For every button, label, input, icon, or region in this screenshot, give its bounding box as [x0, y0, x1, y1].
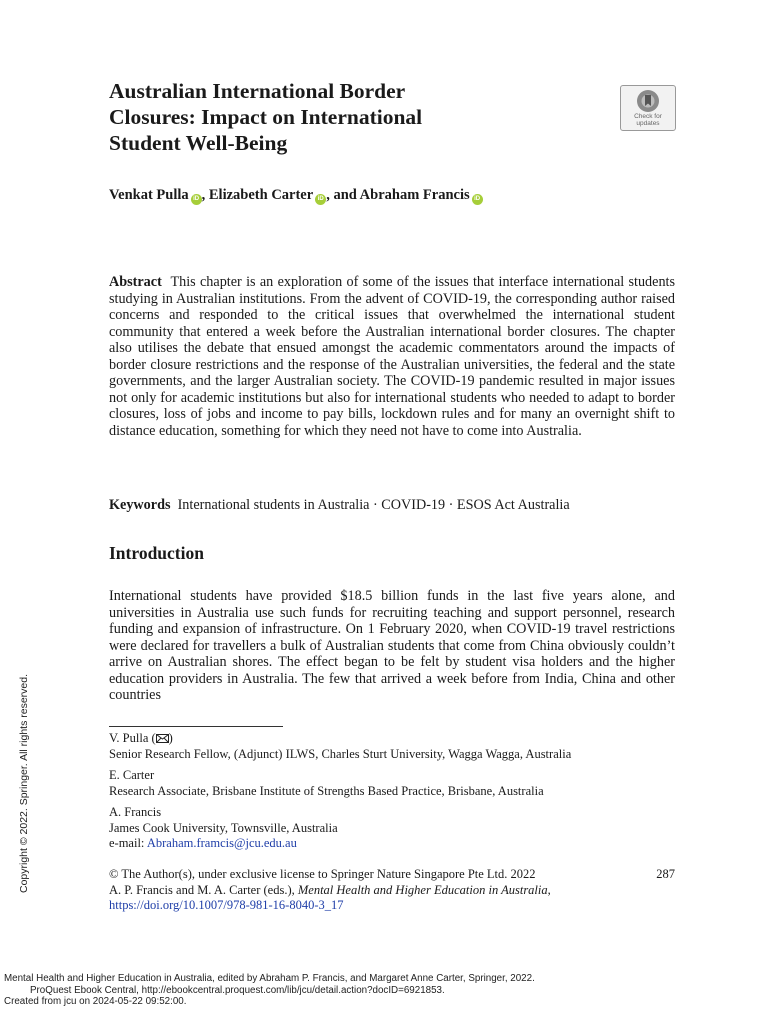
affiliation-francis [109, 805, 338, 852]
email-link[interactable]: Abraham.framcis@jcu.edu.au [146, 836, 297, 850]
keywords [109, 497, 675, 514]
affiliation-text: Research Associate, Brisbane Institute of Strengths Based Practice, Brisbane, Australia [109, 783, 544, 798]
affiliation-pulla [109, 731, 571, 762]
footer-line: ProQuest Ebook Central, http://ebookcentral.proquest.com/lib/jcu/detail.action?docID=6921853. [30, 984, 445, 996]
keywords-label: Keywords [109, 497, 171, 513]
affiliation-text: James Cook University, Townsville, Australia [109, 820, 338, 835]
abstract-text: This chapter is an exploration of some of the issues that interface international students studying in Australian institutions. From the advent of COVID-19, the corresponding author raised concerns and responded to the critical issues that overwhelmed the international student community that entered a week before the Australian international border closures. The chapter also utilises the debate that ensued amongst the academic commentators around the impacts of border closure restrictions and the response of the Australian universities, the federal and the state governments, and the larger Australian society. The COVID-19 pandemic resulted in major issues not only for academic institutions but also for international students who needed to adapt to border closures, loss of jobs and income to pay bills, lockdown rules and for many an overnight shift to distance education, something for which they need not have to come into Australia. [109, 274, 676, 439]
affiliation-text: Senior Research Fellow, (Adjunct) ILWS, Charles Sturt University, Wagga Wagga, Australia [109, 746, 572, 761]
citation-text: A. P. Francis and M. A. Carter (eds.), [109, 882, 298, 897]
author-name: Elizabeth Carter [208, 187, 314, 203]
affiliation-name-end: ) [168, 731, 173, 745]
badge-label: Check for [634, 113, 662, 120]
author-name: Venkat Pulla [109, 187, 189, 203]
author-list [109, 187, 483, 205]
footnote-divider [109, 726, 283, 727]
footer-line: Mental Health and Higher Education in Australia, edited by Abraham P. Francis, and Margaret Anne Carter, Springer, 2022. [4, 973, 535, 984]
abstract-label: Abstract [109, 274, 162, 290]
badge-label: updates [636, 120, 660, 127]
orcid-icon[interactable]: iD [315, 194, 326, 205]
title-line: Student Well-Being [109, 131, 288, 155]
envelope-icon [156, 734, 169, 743]
email-label: e-mail: [109, 836, 147, 850]
footer-line: Created from jcu on 2024-05-22 09:52:00. [4, 996, 187, 1007]
chapter-title [109, 78, 579, 156]
affiliation-name: E. Carter [109, 768, 155, 782]
introduction-paragraph: International students have provided $18.5 billion funds in the last five years alone, and universities in Australia use such funds for recruiting teaching and support personnel, research funding and expansion of infrastructure. On 1 February 2020, when COVID-19 travel restrictions were declared for travellers a bulk of Australian students that come from China obviously couldn’t arrive on Australian shores. The effect began to be felt by student visa holders and the higher education providers in Australia. The few that arrived a week before from India, China and other countries [109, 588, 675, 703]
orcid-icon[interactable]: iD [472, 194, 483, 205]
affiliation-name: V. Pulla ( [109, 731, 156, 745]
citation-comma: , [547, 882, 551, 897]
page-number: 287 [656, 867, 675, 881]
copyright-block [109, 867, 675, 914]
book-title: Mental Health and Higher Education in Australia [297, 882, 548, 897]
keywords-text: International students in Australia · COVID-19 · ESOS Act Australia [177, 497, 570, 513]
bookmark-icon [636, 89, 660, 113]
doi-link[interactable]: https://doi.org/10.1007/978-981-16-8040-3_17 [109, 898, 344, 912]
page-footer [4, 973, 535, 1008]
title-line: Australian International Border [109, 79, 406, 103]
sidebar-copyright: Copyright © 2022. Springer. All rights reserved. [18, 673, 30, 893]
abstract [109, 274, 675, 439]
check-for-updates-badge[interactable] [620, 85, 676, 131]
author-name: Abraham Francis [359, 187, 470, 203]
affiliation-carter [109, 768, 544, 799]
author-separator: , and [326, 187, 360, 203]
orcid-icon[interactable]: iD [191, 194, 202, 205]
copyright-line: © The Author(s), under exclusive license to Springer Nature Singapore Pte Ltd. 2022 [109, 867, 536, 881]
section-heading: Introduction [109, 543, 204, 563]
title-line: Closures: Impact on International [109, 105, 423, 129]
author-separator: , [201, 187, 209, 203]
affiliation-name: A. Francis [109, 805, 162, 819]
